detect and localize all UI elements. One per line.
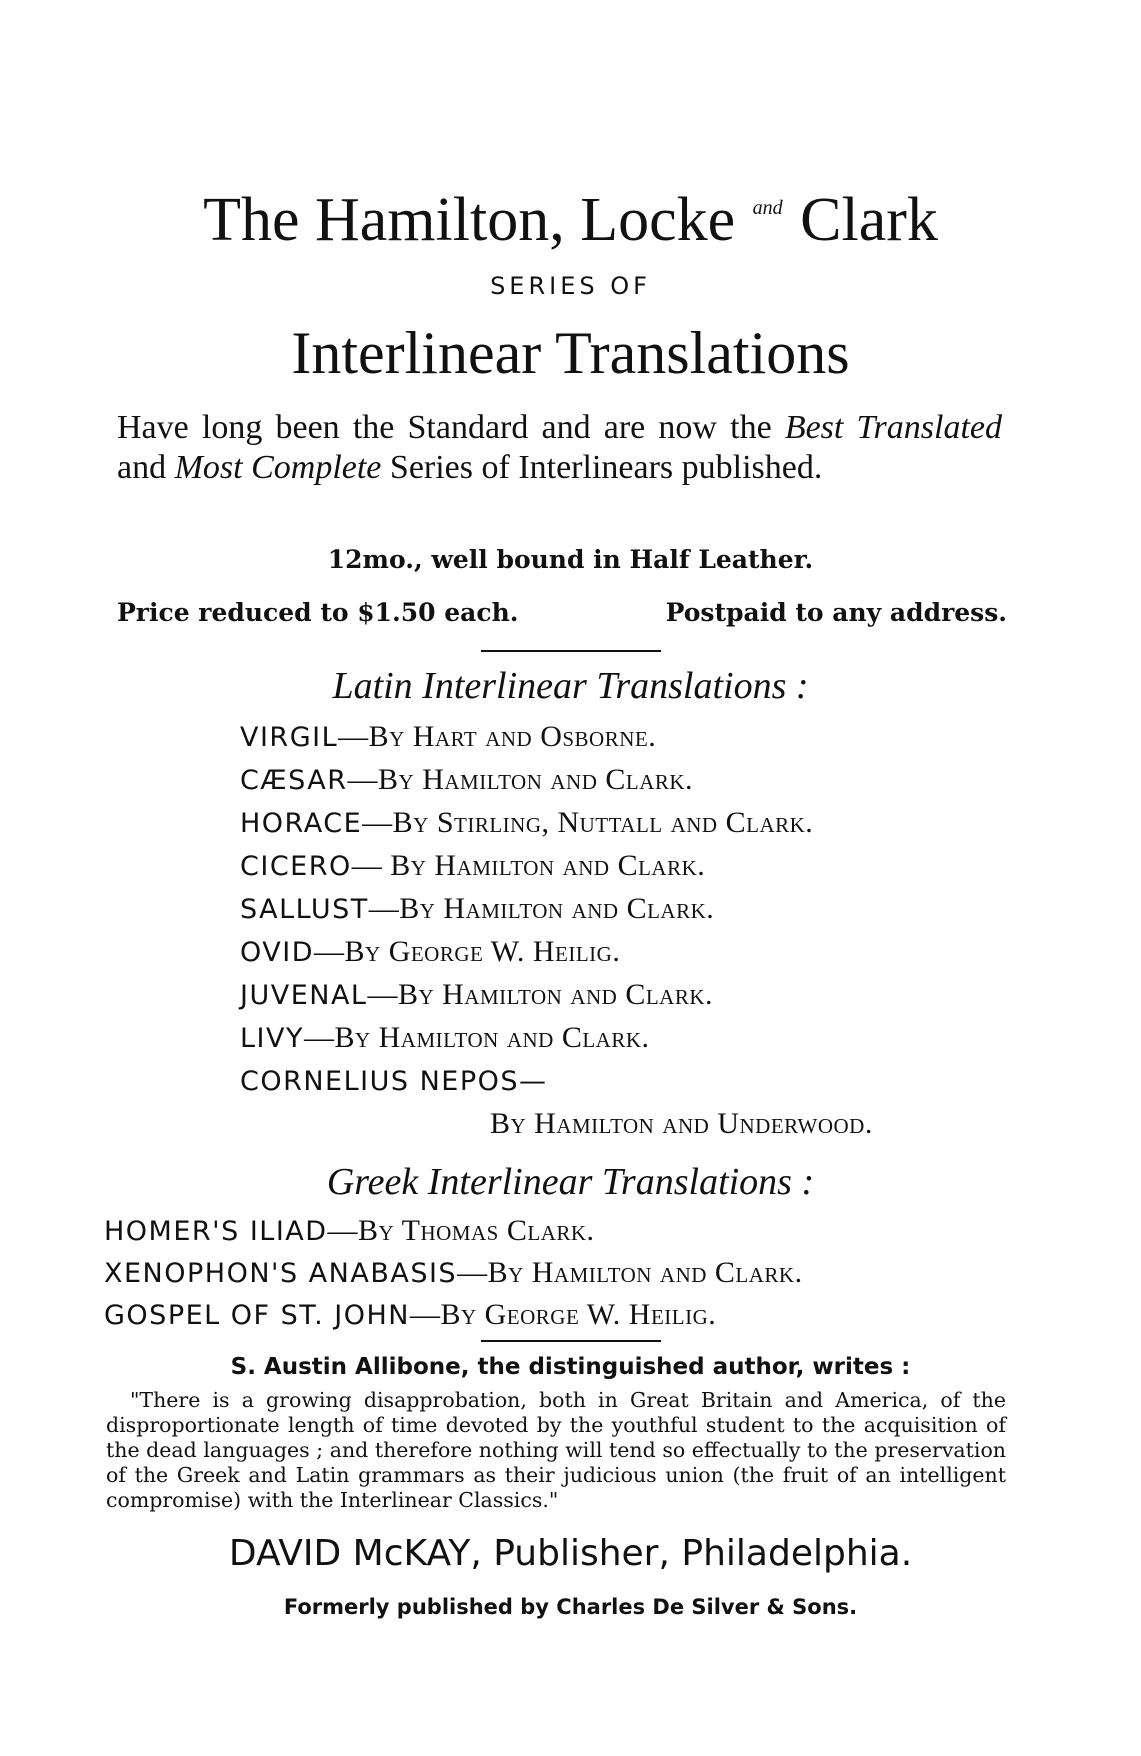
greek-item-iliad: HOMER'S ILIAD—By Thomas Clark.	[104, 1214, 595, 1247]
series-of-label: SERIES OF	[490, 272, 651, 300]
latin-item-juvenal: JUVENAL—By Hamilton and Clark.	[240, 978, 713, 1011]
former-publisher-line: Formerly published by Charles De Silver & Sons.	[283, 1595, 858, 1619]
latin-item-ovid: OVID—By George W. Heilig.	[240, 935, 621, 968]
price-line	[117, 598, 1007, 627]
divider-2	[481, 1340, 661, 1342]
intro-most-complete: Most Complete	[174, 449, 382, 486]
greek-section-heading: Greek Interlinear Translations :	[326, 1161, 815, 1203]
latin-item-nepos: CORNELIUS NEPOS—	[240, 1066, 548, 1097]
allibone-attribution: S. Austin Allibone, the distinguished author, writes :	[230, 1354, 911, 1380]
divider-1	[481, 650, 661, 652]
latin-item-virgil: VIRGIL—By Hart and Osborne.	[240, 720, 657, 753]
latin-section-heading: Latin Interlinear Translations :	[332, 665, 809, 707]
intro-paragraph: Have long been the Standard and are now the Best Translated and Most Complete Series of Interlinears published.	[117, 409, 1002, 486]
page-title	[0, 172, 1141, 256]
title-ampersand: and	[752, 197, 783, 219]
latin-item-caesar: CÆSAR—By Hamilton and Clark.	[240, 763, 694, 796]
latin-item-horace: HORACE—By Stirling, Nuttall and Clark.	[240, 806, 814, 839]
latin-item-nepos-translator: By Hamilton and Underwood.	[490, 1107, 873, 1140]
greek-item-gospel-john: GOSPEL OF ST. JOHN—By George W. Heilig.	[104, 1298, 717, 1331]
greek-item-anabasis: XENOPHON'S ANABASIS—By Hamilton and Clark.	[104, 1256, 803, 1289]
postpaid-note: Postpaid to any address.	[665, 598, 1007, 627]
title-part-2: Clark	[800, 186, 938, 254]
title-part-1: The Hamilton, Locke	[203, 186, 736, 254]
latin-item-livy: LIVY—By Hamilton and Clark.	[240, 1021, 650, 1054]
binding-note: 12mo., well bound in Half Leather.	[327, 545, 814, 574]
publisher-line: DAVID McKAY, Publisher, Philadelphia.	[228, 1533, 913, 1574]
latin-item-sallust: SALLUST—By Hamilton and Clark.	[240, 892, 715, 925]
allibone-quote: "There is a growing disapprobation, both in Great Britain and America, of the disproportionate length of time devoted by the youthful student to the acquisition of the dead languages ; and therefore nothing will tend so effectually to the preservation of the Greek and Latin grammars as their judicious union (the fruit of an intelligent compromise) with the Interlinear Classics."	[106, 1388, 1006, 1512]
price-reduced: Price reduced to $1.50 each.	[117, 598, 519, 627]
latin-item-cicero: CICERO— By Hamilton and Clark.	[240, 849, 706, 882]
intro-best-translated: Best Translated	[784, 409, 1002, 446]
series-heading: Interlinear Translations	[291, 320, 850, 386]
